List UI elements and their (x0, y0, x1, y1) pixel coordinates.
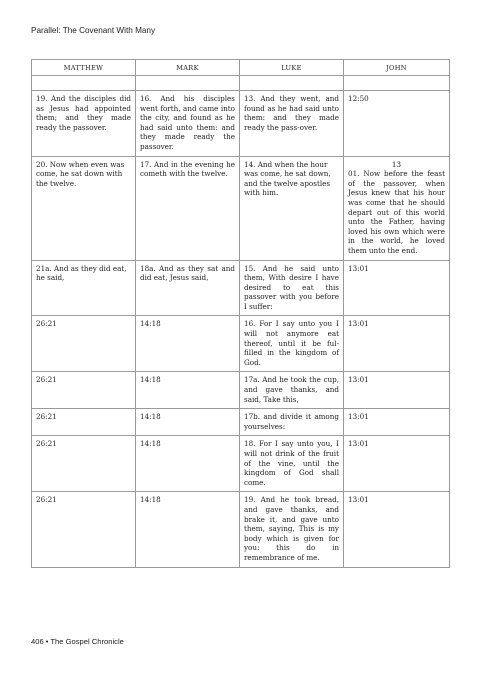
parallel-table (31, 59, 450, 568)
mark-cell: 14:18 (136, 372, 240, 409)
matthew-cell: 26:21 (32, 316, 136, 372)
column-header-matthew: MATTHEW (32, 60, 136, 76)
table-row (32, 260, 450, 316)
john-verse-text: 01. Now before the feast of the passover, when Jesus knew that his hour was come that he should depart out of this world unto the Father, having loved his own which were in the world, he loved them unto the end. (348, 169, 445, 255)
luke-cell: 17a. And he took the cup, and gave thanks, and said, Take this, (240, 372, 344, 409)
table-row (32, 436, 450, 492)
page-footer: 406 • The Gospel Chronicle (31, 637, 124, 646)
luke-cell: 15. And he said unto them, With desire I have desired to eat this passover with you before I suffer: (240, 260, 344, 316)
luke-cell: 13. And they went, and found as he had said unto them: and they made ready the pass-over. (240, 91, 344, 157)
luke-cell: 17b. and divide it among yourselves: (240, 409, 344, 436)
john-cell: 13:01 (344, 492, 450, 567)
mark-cell: 14:18 (136, 436, 240, 492)
john-cell: 13:01 (344, 316, 450, 372)
luke-cell: 19. And he took bread, and gave thanks, and brake it, and gave unto them, saying, This is my body which is given for you: this do in remembrance of me. (240, 492, 344, 567)
matthew-cell: 20. Now when even was come, he sat down with the twelve. (32, 156, 136, 260)
matthew-cell: 26:21 (32, 436, 136, 492)
mark-cell: 18a. And as they sat and did eat, Jesus said, (136, 260, 240, 316)
mark-cell: 14:18 (136, 316, 240, 372)
matthew-cell: 26:21 (32, 372, 136, 409)
john-cell: 13:01 (344, 260, 450, 316)
column-header-john: JOHN (344, 60, 450, 76)
column-header-mark: MARK (136, 60, 240, 76)
luke-cell: 18. For I say unto you, I will not drink of the fruit of the vine, until the kingdom of God shall come. (240, 436, 344, 492)
table-row (32, 492, 450, 567)
john-cell: 13:01 (344, 409, 450, 436)
matthew-cell: 19. And the disciples did as Jesus had appointed them; and they made ready the passover. (32, 91, 136, 157)
table-row (32, 316, 450, 372)
table-row (32, 91, 450, 157)
page-header: Parallel: The Covenant With Many (31, 26, 156, 35)
table-row (32, 156, 450, 260)
mark-cell: 14:18 (136, 492, 240, 567)
john-cell (344, 156, 450, 260)
column-header-row (32, 60, 450, 76)
john-chapter-heading: 13 (391, 159, 402, 169)
table-row (32, 409, 450, 436)
matthew-cell: 26:21 (32, 492, 136, 567)
matthew-cell: 21a. And as they did eat, he said, (32, 260, 136, 316)
luke-cell: 16. For I say unto you I will not anymore eat thereof, until it be ful-filled in the kingdom of God. (240, 316, 344, 372)
matthew-cell: 26:21 (32, 409, 136, 436)
mark-cell: 17. And in the evening he cometh with the twelve. (136, 156, 240, 260)
mark-cell: 16. And his disciples went forth, and came into the city, and found as he had said unto them: and they made ready the passover. (136, 91, 240, 157)
luke-cell: 14. And when the hour was come, he sat down, and the twelve apostles with him. (240, 156, 344, 260)
column-header-luke: LUKE (240, 60, 344, 76)
john-cell: 12:50 (344, 91, 450, 157)
john-cell: 13:01 (344, 372, 450, 409)
john-cell: 13:01 (344, 436, 450, 492)
table-row (32, 372, 450, 409)
mark-cell: 14:18 (136, 409, 240, 436)
spacer-row (32, 76, 450, 91)
